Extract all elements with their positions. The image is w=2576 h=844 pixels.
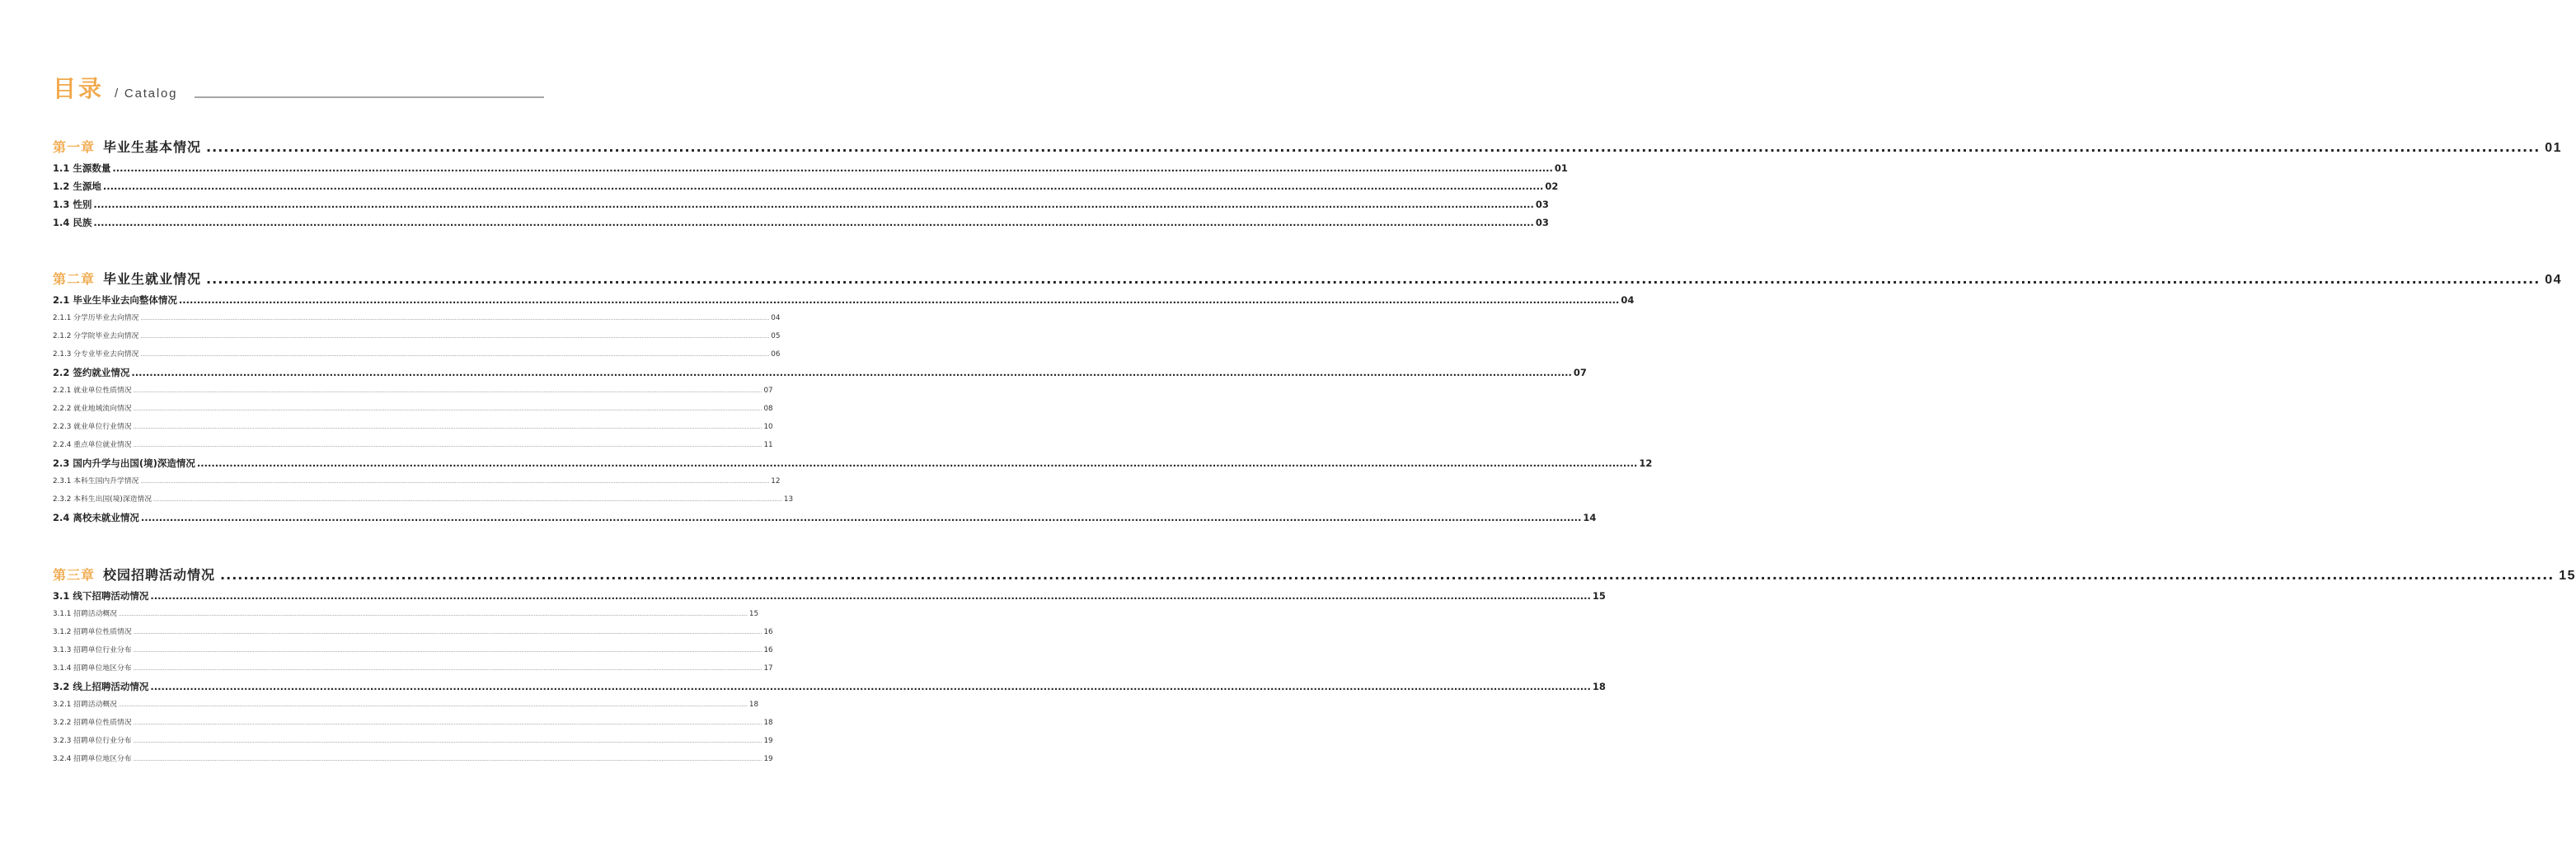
toc-entry-label: 1.3 性别 bbox=[53, 199, 92, 210]
toc-entry-label: 2.3 国内升学与出国(境)深造情况 bbox=[53, 457, 195, 469]
catalog-subtitle: / Catalog bbox=[115, 87, 178, 101]
toc-page-number: 08 bbox=[763, 405, 773, 413]
toc-subsection-entry[interactable] bbox=[53, 384, 773, 402]
toc-entry-label: 3.1.2 招聘单位性质情况 bbox=[53, 628, 132, 636]
dot-leader: ................................................................................................................................................................................................................................................................................................................................................................................................................ bbox=[140, 316, 770, 321]
toc-entry-label: 2.1.2 分学院毕业去向情况 bbox=[53, 332, 139, 340]
toc-page-number: 03 bbox=[1535, 217, 1549, 228]
dot-leader: ................................................................................................................................................................................................................................................................................................................................................................................................................ bbox=[133, 666, 762, 672]
dot-leader: ................................................................................................................................................................................................................................................................................................................................................................................................................ bbox=[206, 271, 2541, 287]
toc-subsection-entry[interactable] bbox=[53, 312, 781, 330]
toc-page-number: 17 bbox=[763, 664, 773, 673]
dot-leader: ................................................................................................................................................................................................................................................................................................................................................................................................................ bbox=[150, 681, 1591, 692]
dot-leader: ................................................................................................................................................................................................................................................................................................................................................................................................................ bbox=[133, 424, 762, 430]
toc-page-number: 05 bbox=[771, 332, 781, 340]
toc-section-entry[interactable] bbox=[53, 162, 1568, 180]
toc-page-number: 15 bbox=[748, 610, 759, 618]
toc-subsection-entry[interactable] bbox=[53, 493, 794, 511]
toc-page-number: 07 bbox=[763, 387, 773, 395]
dot-leader: ................................................................................................................................................................................................................................................................................................................................................................................................................ bbox=[131, 367, 1572, 378]
toc-entry-label: 3.1.3 招聘单位行业分布 bbox=[53, 646, 132, 654]
dot-leader: ................................................................................................................................................................................................................................................................................................................................................................................................................ bbox=[133, 443, 762, 448]
toc-entry-label: 2.3.2 本科生出国(境)深造情况 bbox=[53, 495, 152, 504]
toc-entry-label: 3.1.1 招聘活动概况 bbox=[53, 610, 117, 618]
dot-leader: ................................................................................................................................................................................................................................................................................................................................................................................................................ bbox=[196, 457, 1638, 469]
chapter-heading[interactable] bbox=[53, 565, 2576, 584]
chapter-title: 毕业生就业情况 bbox=[103, 271, 202, 287]
toc-subsection-entry[interactable] bbox=[53, 420, 773, 438]
toc-page-number: 11 bbox=[763, 441, 773, 449]
toc-page-number: 03 bbox=[1535, 199, 1549, 210]
dot-leader: ................................................................................................................................................................................................................................................................................................................................................................................................................ bbox=[178, 294, 1620, 306]
toc-entry-label: 1.1 生源数量 bbox=[53, 162, 111, 174]
chapter-page-number: 15 bbox=[2559, 569, 2576, 583]
chapter-1-section bbox=[53, 137, 2563, 234]
toc-entry-label: 3.2.1 招聘活动概况 bbox=[53, 701, 117, 709]
toc-subsection-entry[interactable] bbox=[53, 402, 773, 420]
header-divider bbox=[195, 96, 544, 98]
dot-leader: ................................................................................................................................................................................................................................................................................................................................................................................................................ bbox=[220, 567, 2555, 583]
toc-entry-label: 3.1 线下招聘活动情况 bbox=[53, 590, 149, 602]
chapter-number: 第二章 bbox=[53, 271, 96, 287]
dot-leader: ................................................................................................................................................................................................................................................................................................................................................................................................................ bbox=[133, 738, 762, 744]
dot-leader: ................................................................................................................................................................................................................................................................................................................................................................................................................ bbox=[140, 334, 770, 340]
toc-page-number: 16 bbox=[763, 646, 773, 654]
toc-entry-label: 3.2.4 招聘单位地区分布 bbox=[53, 755, 132, 763]
toc-page-number: 06 bbox=[771, 350, 781, 359]
toc-subsection-entry[interactable] bbox=[53, 734, 773, 753]
chapter-page-number: 04 bbox=[2545, 273, 2563, 287]
dot-leader: ................................................................................................................................................................................................................................................................................................................................................................................................................ bbox=[102, 181, 1544, 192]
toc-entry-label: 2.1 毕业生毕业去向整体情况 bbox=[53, 294, 177, 306]
dot-leader: ................................................................................................................................................................................................................................................................................................................................................................................................................ bbox=[133, 630, 762, 635]
dot-leader: ................................................................................................................................................................................................................................................................................................................................................................................................................ bbox=[93, 217, 1534, 228]
toc-entry-label: 2.2.3 就业单位行业情况 bbox=[53, 423, 132, 431]
toc-entry-label: 2.2.2 就业地域流向情况 bbox=[53, 405, 132, 413]
toc-entry-label: 3.2 线上招聘活动情况 bbox=[53, 681, 149, 692]
toc-entry-label: 3.2.2 招聘单位性质情况 bbox=[53, 719, 132, 727]
toc-entry-label: 1.4 民族 bbox=[53, 217, 92, 228]
toc-section-entry[interactable] bbox=[53, 511, 1597, 529]
toc-page-number: 01 bbox=[1554, 162, 1568, 174]
dot-leader: ................................................................................................................................................................................................................................................................................................................................................................................................................ bbox=[133, 648, 762, 654]
dot-leader: ................................................................................................................................................................................................................................................................................................................................................................................................................ bbox=[118, 612, 748, 617]
toc-entry-label: 2.2.4 重点单位就业情况 bbox=[53, 441, 132, 449]
toc-subsection-entry[interactable] bbox=[53, 330, 781, 348]
dot-leader: ................................................................................................................................................................................................................................................................................................................................................................................................................ bbox=[206, 139, 2541, 155]
toc-subsection-entry[interactable] bbox=[53, 348, 781, 366]
toc-entry-label: 2.2 签约就业情况 bbox=[53, 367, 130, 378]
toc-subsection-entry[interactable] bbox=[53, 698, 759, 716]
dot-leader: ................................................................................................................................................................................................................................................................................................................................................................................................................ bbox=[93, 199, 1534, 210]
chapter-heading[interactable] bbox=[53, 269, 2563, 288]
dot-leader: ................................................................................................................................................................................................................................................................................................................................................................................................................ bbox=[153, 497, 782, 503]
chapter-heading[interactable] bbox=[53, 137, 2563, 157]
dot-leader: ................................................................................................................................................................................................................................................................................................................................................................................................................ bbox=[150, 590, 1591, 602]
dot-leader: ................................................................................................................................................................................................................................................................................................................................................................................................................ bbox=[140, 512, 1582, 523]
toc-page-number: 19 bbox=[763, 737, 773, 745]
toc-page-number: 15 bbox=[1592, 590, 1606, 602]
toc-page-number: 04 bbox=[1621, 294, 1635, 306]
dot-leader: ................................................................................................................................................................................................................................................................................................................................................................................................................ bbox=[118, 702, 748, 708]
catalog-title: 目录 bbox=[53, 75, 105, 102]
toc-subsection-entry[interactable] bbox=[53, 644, 773, 662]
dot-leader: ................................................................................................................................................................................................................................................................................................................................................................................................................ bbox=[112, 162, 1553, 174]
toc-entry-label: 2.1.3 分专业毕业去向情况 bbox=[53, 350, 139, 359]
dot-leader: ................................................................................................................................................................................................................................................................................................................................................................................................................ bbox=[133, 757, 762, 762]
toc-subsection-entry[interactable] bbox=[53, 626, 773, 644]
chapter-3-section bbox=[53, 565, 2576, 771]
dot-leader: ................................................................................................................................................................................................................................................................................................................................................................................................................ bbox=[133, 388, 762, 394]
dot-leader: ................................................................................................................................................................................................................................................................................................................................................................................................................ bbox=[140, 479, 770, 485]
toc-page-number: 12 bbox=[771, 477, 781, 485]
toc-page-number: 07 bbox=[1573, 367, 1587, 378]
toc-entry-label: 2.2.1 就业单位性质情况 bbox=[53, 387, 132, 395]
chapter-title: 毕业生基本情况 bbox=[103, 139, 202, 155]
toc-page-number: 18 bbox=[763, 719, 773, 727]
toc-entry-label: 3.1.4 招聘单位地区分布 bbox=[53, 664, 132, 673]
toc-entry-label: 2.1.1 分学历毕业去向情况 bbox=[53, 314, 139, 322]
toc-section-entry[interactable] bbox=[53, 198, 1549, 216]
chapter-number: 第一章 bbox=[53, 139, 96, 155]
dot-leader: ................................................................................................................................................................................................................................................................................................................................................................................................................ bbox=[133, 406, 762, 412]
toc-section-entry[interactable] bbox=[53, 680, 1606, 698]
toc-section-entry[interactable] bbox=[53, 216, 1549, 234]
chapter-number: 第三章 bbox=[53, 567, 96, 583]
toc-page-number: 16 bbox=[763, 628, 773, 636]
toc-subsection-entry[interactable] bbox=[53, 607, 759, 626]
toc-subsection-entry[interactable] bbox=[53, 475, 781, 493]
catalog-header bbox=[53, 74, 544, 107]
toc-subsection-entry[interactable] bbox=[53, 662, 773, 680]
dot-leader: ................................................................................................................................................................................................................................................................................................................................................................................................................ bbox=[133, 720, 762, 726]
toc-section-entry[interactable] bbox=[53, 180, 1559, 198]
toc-subsection-entry[interactable] bbox=[53, 753, 773, 771]
toc-entry-label: 3.2.3 招聘单位行业分布 bbox=[53, 737, 132, 745]
toc-entry-label: 1.2 生源地 bbox=[53, 181, 101, 192]
toc-section-entry[interactable] bbox=[53, 366, 1587, 384]
toc-page-number: 10 bbox=[763, 423, 773, 431]
toc-page-number: 02 bbox=[1545, 181, 1559, 192]
toc-section-entry[interactable] bbox=[53, 457, 1653, 475]
toc-page-number: 19 bbox=[763, 755, 773, 763]
toc-entry-label: 2.3.1 本科生国内升学情况 bbox=[53, 477, 139, 485]
toc-page-number: 12 bbox=[1639, 457, 1653, 469]
toc-page-number: 04 bbox=[771, 314, 781, 322]
toc-page-number: 14 bbox=[1583, 512, 1597, 523]
toc-page-number: 18 bbox=[748, 701, 759, 709]
toc-entry-label: 2.4 离校未就业情况 bbox=[53, 512, 139, 523]
toc-page-number: 18 bbox=[1592, 681, 1606, 692]
toc-page-number: 13 bbox=[783, 495, 794, 504]
toc-subsection-entry[interactable] bbox=[53, 716, 773, 734]
dot-leader: ................................................................................................................................................................................................................................................................................................................................................................................................................ bbox=[140, 352, 770, 358]
toc-section-entry[interactable] bbox=[53, 589, 1606, 607]
toc-section-entry[interactable] bbox=[53, 293, 1635, 312]
chapter-page-number: 01 bbox=[2545, 141, 2563, 155]
chapter-2-section bbox=[53, 269, 2563, 529]
chapter-title: 校园招聘活动情况 bbox=[103, 567, 216, 583]
toc-subsection-entry[interactable] bbox=[53, 438, 773, 457]
